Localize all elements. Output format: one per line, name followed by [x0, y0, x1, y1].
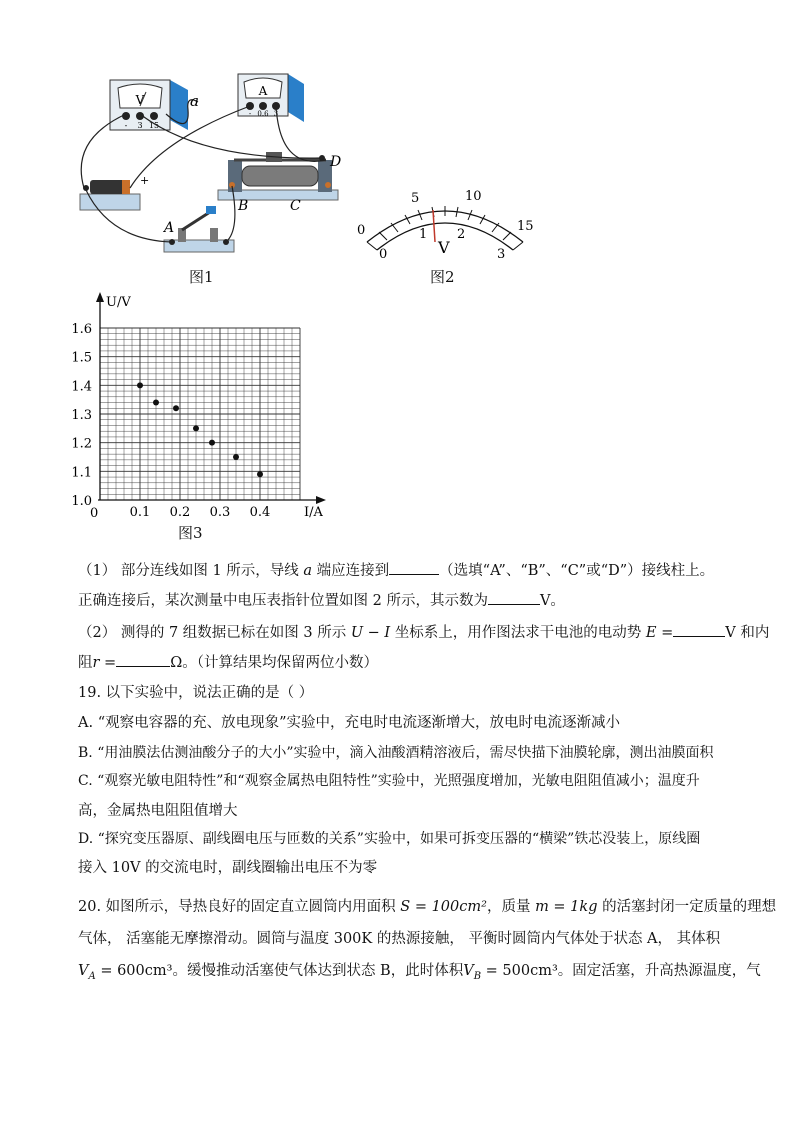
ammeter-terminal-3: 3 — [273, 110, 279, 118]
y-tick-label: 1.3 — [71, 408, 92, 423]
dial-outer-10: 10 — [465, 189, 482, 204]
voltmeter-terminal-15: 15 — [148, 121, 160, 130]
y-axis-label: U/V — [106, 295, 131, 310]
x-tick-label: 0.4 — [249, 505, 271, 520]
rheostat-label-d: D — [330, 154, 342, 170]
q18-part2-line1: （2） 测得的 7 组数据已标在如图 3 所示 U − I 坐标系上，用作图法求干电池的电动势 E = V 和内 — [78, 622, 748, 643]
ammeter-terminal-06: 0.6 — [257, 110, 269, 118]
voltmeter-terminal-minus: - — [124, 121, 128, 130]
figure-2-caption: 图2 — [430, 268, 455, 286]
dial-outer-5: 5 — [411, 191, 420, 206]
answer-blank-internal-resistance[interactable] — [116, 652, 170, 667]
figure-3-caption: 图3 — [178, 524, 203, 542]
data-point — [193, 425, 199, 431]
y-tick-label: 1.0 — [71, 494, 92, 509]
figure-3-ui-chart — [60, 290, 350, 525]
voltmeter — [110, 80, 188, 130]
origin-label: 0 — [90, 506, 99, 521]
data-point — [137, 382, 143, 388]
q18-part1-line2: 正确连接后，某次测量中电压表指针位置如图 2 所示，其示数为 V。 — [78, 590, 748, 611]
ammeter-label: A — [258, 84, 268, 98]
switch-label-a: A — [164, 220, 175, 236]
data-point — [153, 400, 159, 406]
battery-plus-label: + — [140, 174, 150, 187]
ammeter-terminal-minus: - — [248, 110, 252, 118]
x-tick-label: 0.2 — [169, 505, 191, 520]
switch — [162, 206, 234, 252]
x-axis-arrow — [316, 496, 326, 504]
y-tick-label: 1.1 — [71, 465, 92, 481]
dial-inner-1: 1 — [419, 227, 428, 242]
q20-line2: 气体， 活塞能无摩擦滑动。圆筒与温度 300K 的热源接触， 平衡时圆筒内气体处于状态 A， 其体积 — [78, 931, 721, 947]
q19-option-a[interactable]: A. “观察电容器的充、放电现象”实验中，充电时电流逐渐增大，放电时电流逐渐减小 — [78, 715, 621, 731]
voltmeter-terminal-3: 3 — [137, 121, 143, 130]
y-tick-label: 1.2 — [71, 436, 92, 452]
y-tick-label: 1.4 — [71, 379, 92, 395]
data-point — [209, 440, 215, 446]
answer-blank-terminal[interactable] — [389, 560, 439, 575]
x-tick-label: 0.3 — [209, 505, 231, 520]
wire-a-label: a — [190, 92, 199, 110]
x-tick-label: 0.1 — [129, 505, 151, 520]
q19-stem: 19. 以下实验中，说法正确的是（ ） — [78, 685, 314, 701]
q19-option-d-line2: 接入 10V 的交流电时，副线圈输出电压不为零 — [78, 860, 378, 876]
voltmeter-label: V — [135, 93, 145, 107]
data-point — [173, 405, 179, 411]
q20-line3: $V_A = 600cm^3$。缓慢推动活塞使气体达到状态 B，此时体积$V_B = 500cm^3$。固定活塞，升高热源温度，气 — [78, 963, 761, 982]
data-point — [257, 471, 263, 477]
battery — [80, 174, 149, 210]
q20-line1: 20. 如图所示，导热良好的固定直立圆筒内用面积 S = 100cm²，质量 m = 1kg 的活塞封闭一定质量的理想 — [78, 899, 777, 915]
y-axis-arrow — [96, 292, 104, 302]
rheostat-label-b: B — [238, 198, 249, 214]
dial-outer-15: 15 — [517, 219, 534, 234]
rheostat-label-c: C — [290, 198, 301, 214]
ammeter — [238, 74, 304, 122]
y-tick-label: 1.6 — [71, 322, 92, 337]
q19-option-c-line2: 高，金属热电阻阻值增大 — [78, 803, 238, 819]
q18-part1-line1: （1） 部分连线如图 1 所示，导线 a 端应连接到 （选填“A”、“B”、“C”或“D”）接线柱上。 — [78, 560, 748, 581]
figure-2-meter-dial — [355, 180, 545, 270]
x-axis-label: I/A — [304, 505, 323, 520]
y-tick-label: 1.5 — [71, 350, 92, 366]
dial-unit-label: V — [438, 238, 450, 257]
rheostat — [218, 152, 341, 214]
dial-inner-2: 2 — [457, 227, 466, 242]
dial-outer-0: 0 — [357, 223, 366, 238]
answer-blank-emf[interactable] — [673, 622, 725, 637]
figure-1-circuit — [60, 60, 360, 270]
dial-inner-0: 0 — [379, 247, 388, 262]
answer-blank-voltage-reading[interactable] — [488, 590, 540, 605]
q18-part2-line2: 阻r = Ω。（计算结果均保留两位小数） — [78, 652, 748, 673]
q19-option-d-line1[interactable]: D. “探究变压器原、副线圈电压与匝数的关系”实验中，如果可拆变压器的“横梁”铁芯没装上，原线圈 — [78, 831, 701, 847]
data-point — [233, 454, 239, 460]
q19-option-c-line1[interactable]: C. “观察光敏电阻特性”和“观察金属热电阻特性”实验中，光照强度增加，光敏电阻阻值减小；温度升 — [78, 773, 700, 789]
figure-1-caption: 图1 — [189, 268, 214, 286]
dial-inner-3: 3 — [497, 247, 506, 262]
q19-option-b[interactable]: B. “用油膜法估测油酸分子的大小”实验中，滴入油酸酒精溶液后，需尽快描下油膜轮廓，测出油膜面积 — [78, 745, 714, 761]
